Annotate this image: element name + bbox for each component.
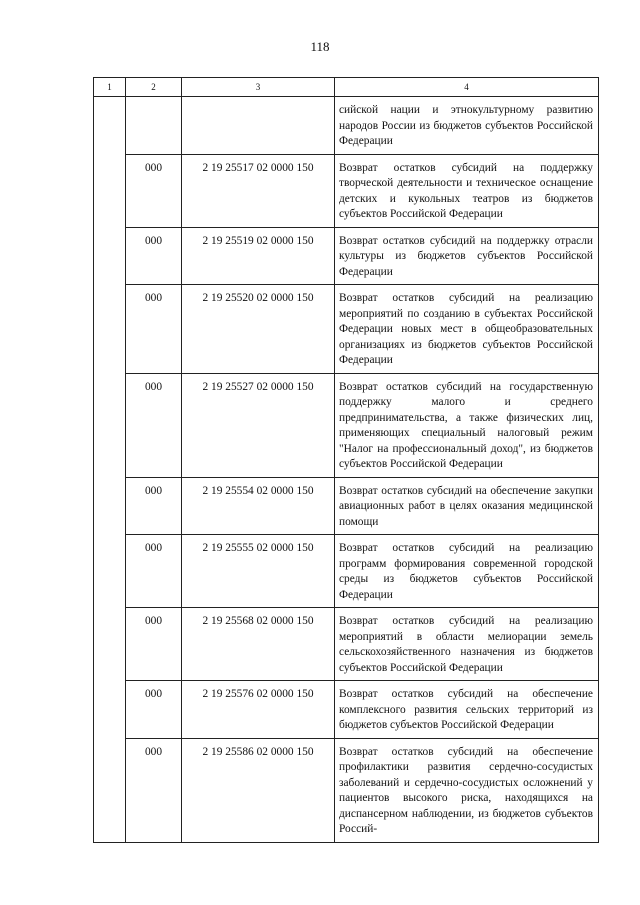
table-row	[94, 285, 599, 374]
admin-code-cell: 000	[126, 285, 182, 374]
description-cell: Возврат остатков субсидий на реализацию мероприятий по созданию в субъектах Российской Федерации новых мест в общеобразовательных организациях из бюджетов субъектов Российской Федерации	[335, 285, 599, 374]
admin-code-cell: 000	[126, 227, 182, 285]
table-row	[94, 681, 599, 739]
budget-code-cell: 2 19 25568 02 0000 150	[182, 608, 335, 681]
table-header-row	[94, 78, 599, 97]
admin-code-cell: 000	[126, 373, 182, 477]
table-row	[94, 227, 599, 285]
admin-code-cell: 000	[126, 681, 182, 739]
description-cell: Возврат остатков субсидий на обеспечение комплексного развития сельских территорий из бюджетов субъектов Российской Федерации	[335, 681, 599, 739]
description-cell: Возврат остатков субсидий на обеспечение закупки авиационных работ в целях оказания медицинской помощи	[335, 477, 599, 535]
admin-code-cell: 000	[126, 738, 182, 842]
budget-code-cell: 2 19 25576 02 0000 150	[182, 681, 335, 739]
table-row	[94, 535, 599, 608]
budget-code-cell: 2 19 25554 02 0000 150	[182, 477, 335, 535]
budget-code-cell: 2 19 25586 02 0000 150	[182, 738, 335, 842]
table-row	[94, 373, 599, 477]
merged-empty-cell	[94, 97, 126, 843]
admin-code-cell: 000	[126, 535, 182, 608]
column-header-4: 4	[335, 78, 599, 97]
table-row	[94, 477, 599, 535]
description-cell: Возврат остатков субсидий на государственную поддержку малого и среднего предпринимательства, а также физических лиц, применяющих специальный налоговый режим "Налог на профессиональный доход", из бюджетов субъектов Российской Федерации	[335, 373, 599, 477]
budget-code-cell: 2 19 25517 02 0000 150	[182, 154, 335, 227]
description-cell: Возврат остатков субсидий на поддержку творческой деятельности и техническое оснащение детских и кукольных театров из бюджетов субъектов Российской Федерации	[335, 154, 599, 227]
budget-code-cell: 2 19 25519 02 0000 150	[182, 227, 335, 285]
budget-code-cell: 2 19 25527 02 0000 150	[182, 373, 335, 477]
column-header-1: 1	[94, 78, 126, 97]
description-cell: Возврат остатков субсидий на поддержку отрасли культуры из бюджетов субъектов Российской Федерации	[335, 227, 599, 285]
table-row	[94, 154, 599, 227]
description-cell: сийской нации и этнокультурному развитию народов России из бюджетов субъектов Российской Федерации	[335, 97, 599, 155]
budget-code-cell	[182, 97, 335, 155]
table-row	[94, 738, 599, 842]
column-header-2: 2	[126, 78, 182, 97]
budget-classification-table	[93, 77, 599, 843]
table-row	[94, 608, 599, 681]
admin-code-cell: 000	[126, 477, 182, 535]
description-cell: Возврат остатков субсидий на реализацию мероприятий в области мелиорации земель сельскохозяйственного назначения из бюджетов субъектов Российской Федерации	[335, 608, 599, 681]
table-body	[94, 97, 599, 843]
column-header-3: 3	[182, 78, 335, 97]
budget-code-cell: 2 19 25520 02 0000 150	[182, 285, 335, 374]
page-number: 118	[310, 39, 330, 54]
description-cell: Возврат остатков субсидий на обеспечение профилактики развития сердечно-сосудистых заболеваний и сердечно-сосудистых осложнений у пациентов высокого риска, находящихся на диспансерном наблюдении, из бюджетов субъектов Россий-	[335, 738, 599, 842]
table-row	[94, 97, 599, 155]
description-cell: Возврат остатков субсидий на реализацию программ формирования современной городской среды из бюджетов субъектов Российской Федерации	[335, 535, 599, 608]
admin-code-cell: 000	[126, 154, 182, 227]
admin-code-cell: 000	[126, 608, 182, 681]
budget-code-cell: 2 19 25555 02 0000 150	[182, 535, 335, 608]
admin-code-cell	[126, 97, 182, 155]
